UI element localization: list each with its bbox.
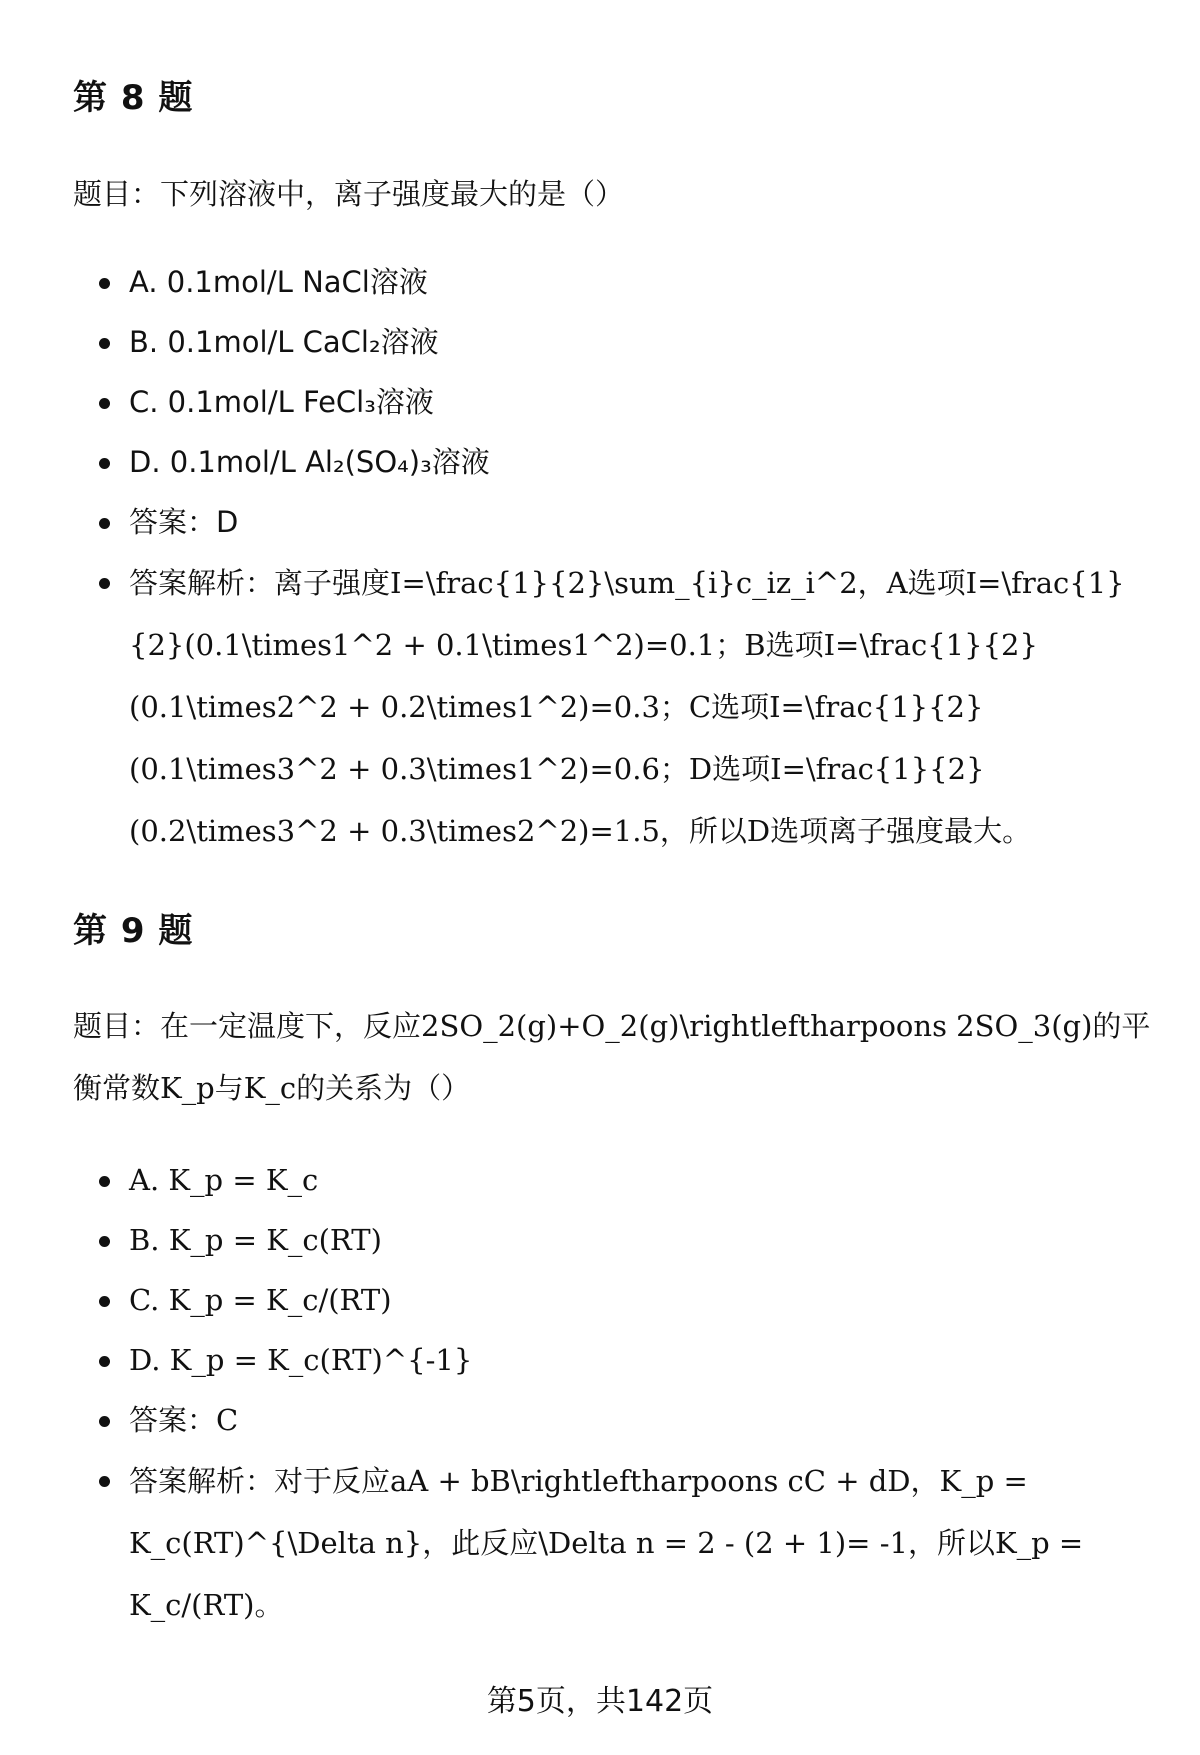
question-8-option-a: A. 0.1mol/L NaCl溶液 (73, 252, 1163, 312)
question-9-options (73, 1150, 1163, 1636)
question-9-stem: 题目：在一定温度下，反应2SO_2(g)+O_2(g)\rightleftharpoons 2SO_3(g)的平衡常数K_p与K_c的关系为（） (73, 1009, 1151, 1105)
question-8-option-b: B. 0.1mol/L CaCl₂溶液 (73, 312, 1163, 372)
question-9-option-c: C. K_p = K_c/(RT) (73, 1270, 1163, 1330)
question-8-analysis: 答案解析：离子强度I=\frac{1}{2}\sum_{i}c_iz_i^2，A选项I=\frac{1}{2}(0.1\times1^2 + 0.1\times1^2)=0.1；B选项I=\frac{1}{2}(0.1\times2^2 + 0.2\times1^2)=0.3；C选项I=\frac{1}{2}(0.1\times3^2 + 0.3\times1^2)=0.6；D选项I=\frac{1}{2}(0.2\times3^2 + 0.3\times2^2)=1.5，所以D选项离子强度最大。 (73, 552, 1163, 862)
question-8-stem: 题目：下列溶液中，离子强度最大的是（） (73, 177, 625, 211)
question-8-option-d: D. 0.1mol/L Al₂(SO₄)₃溶液 (73, 432, 1163, 492)
question-9-option-b: B. K_p = K_c(RT) (73, 1210, 1163, 1270)
question-8-option-c: C. 0.1mol/L FeCl₃溶液 (73, 372, 1163, 432)
question-8-options (73, 252, 1163, 862)
page-number-footer: 第5页，共142页 (486, 1684, 714, 1719)
question-8-answer: 答案：D (73, 492, 1163, 552)
question-9-option-a: A. K_p = K_c (73, 1150, 1163, 1210)
question-9-analysis: 答案解析：对于反应aA + bB\rightleftharpoons cC + dD，K_p = K_c(RT)^{\Delta n}，此反应\Delta n = 2 - (2 + 1)= -1，所以K_p = K_c/(RT)。 (73, 1450, 1163, 1636)
question-9-answer: 答案：C (73, 1390, 1163, 1450)
question-9-title: 第 9 题 (73, 911, 194, 951)
question-9-option-d: D. K_p = K_c(RT)^{-1} (73, 1330, 1163, 1390)
question-8-title: 第 8 题 (73, 78, 194, 118)
